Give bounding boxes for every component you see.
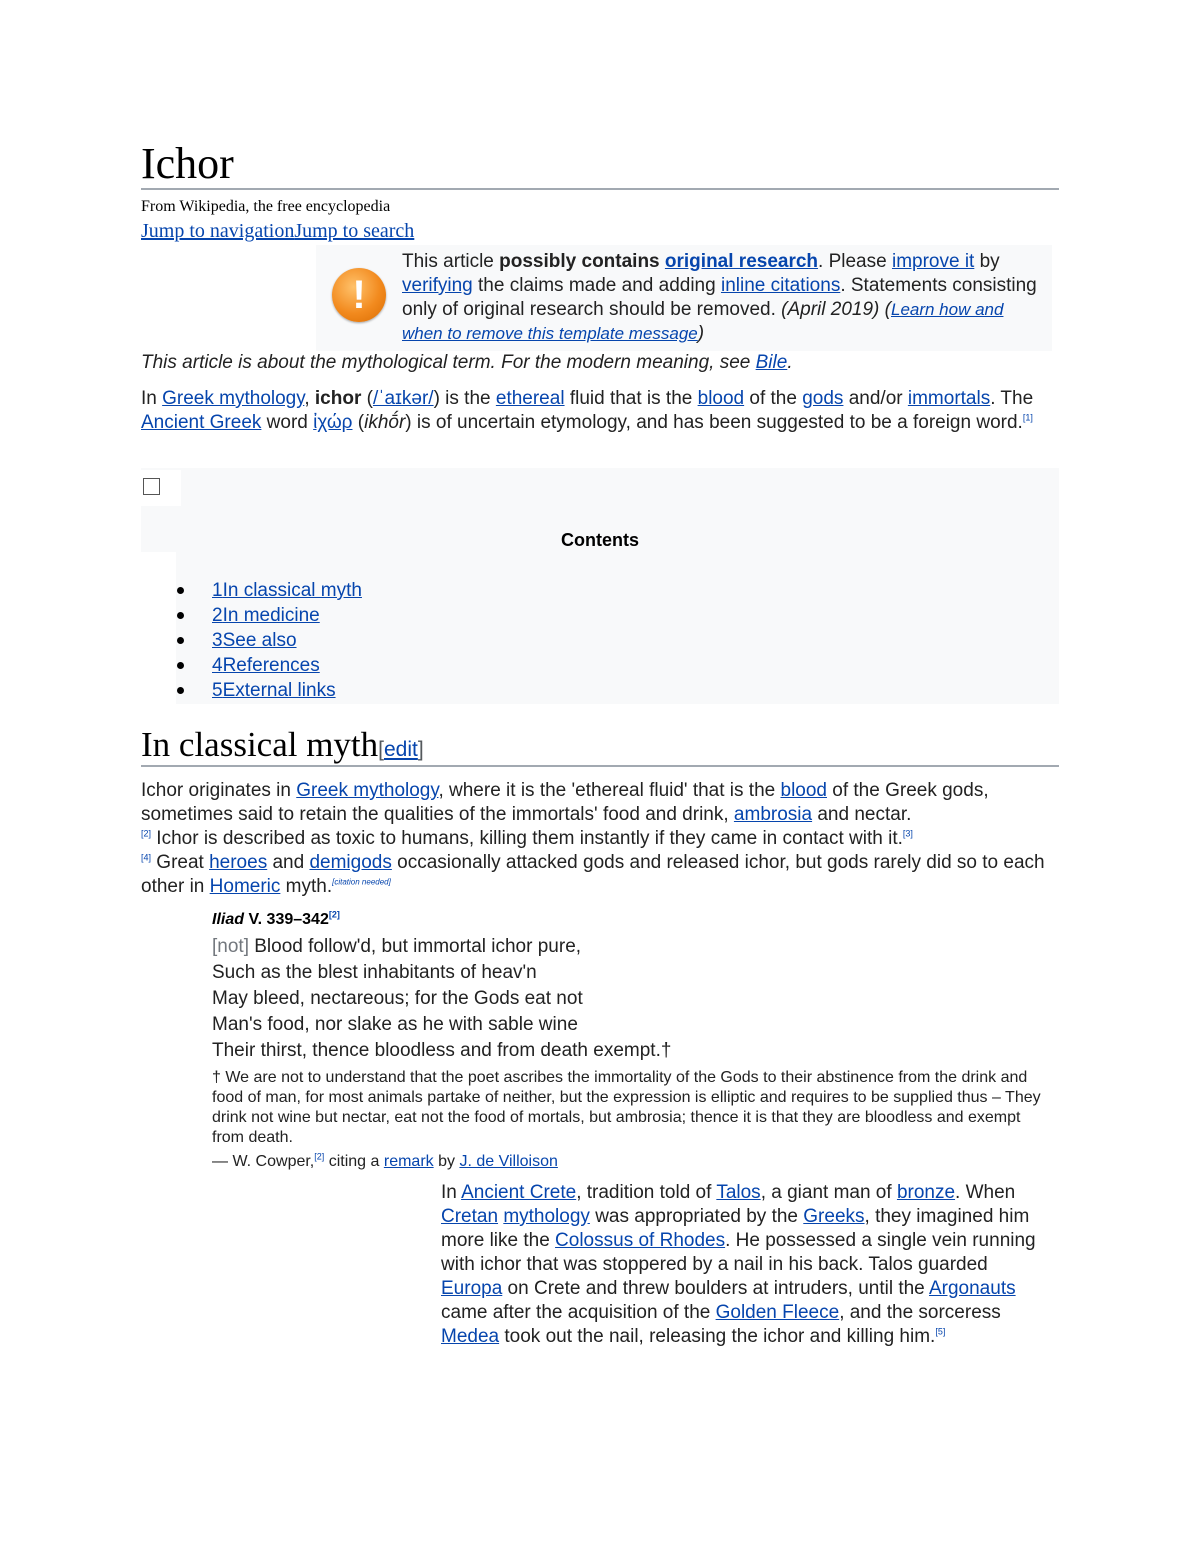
reference-5[interactable]: [5] (935, 1326, 946, 1337)
notice-text-1: This article (402, 251, 500, 272)
notice-date: (April 2019) (781, 299, 880, 320)
quote-line: May bleed, nectareous; for the Gods eat not (212, 988, 583, 1009)
villoison-link[interactable]: J. de Villoison (459, 1153, 558, 1170)
toc-number[interactable]: 5 (212, 680, 223, 701)
quote-lines (212, 934, 1052, 1064)
hatnote (141, 351, 1051, 375)
quote-line (212, 934, 1052, 960)
toc-item[interactable] (212, 578, 362, 603)
para-text: myth. (280, 876, 333, 897)
bile-link[interactable]: Bile (755, 352, 788, 373)
lead-text: ) is of uncertain etymology, and has been suggested to be a foreign word. (405, 412, 1023, 433)
quote-attribution (212, 1150, 1052, 1174)
homeric-link[interactable]: Homeric (209, 876, 281, 897)
lead-text: fluid that is the (564, 388, 698, 409)
toc-number[interactable]: 4 (212, 655, 223, 676)
toc-label[interactable]: In medicine (222, 605, 320, 626)
para-text: , they imagined him more like the (441, 1206, 1030, 1251)
toc-number[interactable]: 3 (212, 630, 223, 651)
section-heading-text: In classical myth (141, 725, 379, 764)
jump-to-navigation-link[interactable]: Jump to navigation (141, 220, 295, 242)
ancient-greek-link[interactable]: Ancient Greek (141, 412, 262, 433)
quote-source-title: Iliad (212, 911, 245, 928)
para-text: was appropriated by the (589, 1206, 804, 1227)
blood-link[interactable]: blood (780, 780, 827, 801)
para-text: took out the nail, releasing the ichor and killing him. (499, 1326, 936, 1347)
toc-title: Contents (561, 530, 639, 550)
lead-text: ( (352, 412, 365, 433)
verifying-link[interactable]: verifying (402, 275, 473, 296)
lead-text: , (304, 388, 315, 409)
toc-list (212, 578, 362, 703)
toc-item[interactable] (212, 678, 362, 703)
lead-bold-term: ichor (314, 388, 362, 409)
toc-item[interactable] (212, 653, 362, 678)
notice-text (402, 250, 1047, 346)
inline-citations-link[interactable]: inline citations (720, 275, 841, 296)
transliteration: ikhṓr (364, 412, 406, 433)
toc-number[interactable]: 1 (212, 580, 223, 601)
toc-margin (141, 552, 176, 704)
para-text: and nectar. (812, 804, 912, 825)
lead-text: word (261, 412, 314, 433)
greek-mythology-link[interactable]: Greek mythology (296, 780, 439, 801)
para-text: came after the acquisition of the (441, 1302, 716, 1323)
original-research-link[interactable]: original research (664, 251, 819, 272)
warning-icon: ! (332, 268, 386, 322)
greek-word-link[interactable]: ἰχώρ (313, 412, 353, 433)
para-text: . He possessed a single vein running with ichor that was stoppered by a nail in his back. Talos guarded (441, 1230, 1036, 1275)
citation-needed[interactable]: [citation needed] (332, 877, 391, 887)
attribution-text: by (433, 1153, 460, 1170)
site-tagline: From Wikipedia, the free encyclopedia (141, 198, 391, 215)
jump-to-search-link[interactable]: Jump to search (294, 220, 415, 242)
quote-source-lines: V. 339–342 (244, 911, 329, 928)
bronze-link[interactable]: bronze (896, 1182, 956, 1203)
quote-line: Man's food, nor slake as he with sable wine (212, 1014, 578, 1035)
toc-item[interactable] (212, 603, 362, 628)
notice-paren-open: ( (879, 299, 891, 320)
greek-mythology-link[interactable]: Greek mythology (162, 388, 305, 409)
para-text: Ichor is described as toxic to humans, killing them instantly if they came in contact with it. (151, 828, 903, 849)
para-text: , where it is the 'ethereal fluid' that is the (438, 780, 781, 801)
attribution-text: — W. Cowper, (212, 1153, 315, 1170)
colossus-of-rhodes-link[interactable]: Colossus of Rhodes (555, 1230, 726, 1251)
gods-link[interactable]: gods (802, 388, 844, 409)
mythology-link[interactable]: mythology (503, 1206, 590, 1227)
lead-text: . The (990, 388, 1034, 409)
quote-source (212, 908, 1052, 932)
para-text: of the Greek gods, sometimes said to retain the qualities of the immortals' food and drink, (141, 780, 989, 825)
talos-paragraph (441, 1181, 1041, 1349)
europa-link[interactable]: Europa (441, 1278, 503, 1299)
talos-link[interactable]: Talos (716, 1182, 761, 1203)
jump-links (141, 220, 414, 243)
medea-link[interactable]: Medea (441, 1326, 500, 1347)
reference-1[interactable]: [1] (1022, 412, 1033, 423)
notice-paren-close: ) (697, 323, 705, 344)
para-text: , a giant man of (760, 1182, 897, 1203)
hatnote-text: This article is about the mythological term. For the modern meaning, see (141, 352, 756, 373)
lead-text: In (141, 388, 163, 409)
para-text: Great (151, 852, 210, 873)
para-text: and (267, 852, 310, 873)
ancient-crete-link[interactable]: Ancient Crete (461, 1182, 577, 1203)
quote-footnote: † We are not to understand that the poet ascribes the immortality of the Gods to their abstinence from the drink and food of man, for most animals partake of neither, but the expression is elliptic and requires to be supplied thus – They drink not wine but nectar, eat not the food of mortals, but ambrosia; thence it is that they are bloodless and exempt from death. (212, 1069, 1041, 1146)
iliad-quote (212, 908, 1052, 1174)
demigods-link[interactable]: demigods (309, 852, 392, 873)
reference-2[interactable]: [2] (141, 828, 152, 839)
quote-line: Such as the blest inhabitants of heav'n (212, 962, 537, 983)
toc-toggle-checkbox[interactable] (143, 478, 160, 495)
immortals-link[interactable]: immortals (907, 388, 991, 409)
lead-text: ) is the (433, 388, 496, 409)
classical-myth-paragraph (141, 779, 1056, 899)
section-heading (141, 725, 1059, 767)
para-text: on Crete and threw boulders at intruders, until the (502, 1278, 929, 1299)
edit-bracket-open: [ (378, 738, 384, 761)
attribution-text: citing a (324, 1153, 384, 1170)
toc-label[interactable]: External links (222, 680, 336, 701)
lead-text: ( (361, 388, 373, 409)
ipa-link[interactable]: /ˈaɪkər/ (372, 388, 434, 409)
edit-bracket-close: ] (417, 738, 424, 761)
toc-number[interactable]: 2 (212, 605, 223, 626)
edit-section (378, 738, 424, 761)
quote-bracket: [not] (212, 936, 249, 957)
reference-3[interactable]: [3] (902, 828, 913, 839)
hatnote-end: . (787, 352, 793, 373)
quote-line: Their thirst, thence bloodless and from death exempt.† (212, 1040, 672, 1061)
reference-2[interactable]: [2] (314, 1151, 325, 1162)
para-text: , tradition told of (576, 1182, 717, 1203)
greeks-link[interactable]: Greeks (803, 1206, 865, 1227)
notice-text-3: by (974, 251, 1000, 272)
para-text: In (441, 1182, 462, 1203)
page-title: Ichor (141, 140, 1059, 190)
edit-link[interactable]: edit (384, 738, 418, 761)
argonauts-link[interactable]: Argonauts (928, 1278, 1016, 1299)
lead-text: of the (744, 388, 803, 409)
para-text: occasionally attacked gods and released ichor, but gods rarely did so to each other in (141, 852, 1045, 897)
para-text: , and the sorceress (839, 1302, 1001, 1323)
ethereal-link[interactable]: ethereal (495, 388, 565, 409)
notice-bold: possibly contains (499, 251, 665, 272)
cretan-link[interactable]: Cretan (441, 1206, 499, 1227)
notice-text-2: . Please (818, 251, 892, 272)
heroes-link[interactable]: heroes (209, 852, 268, 873)
para-text: . When (955, 1182, 1016, 1203)
quote-line-text: Blood follow'd, but immortal ichor pure, (248, 936, 582, 957)
learn-remove-template-link[interactable]: Learn how and when to remove this template message (402, 300, 1004, 343)
golden-fleece-link[interactable]: Golden Fleece (715, 1302, 840, 1323)
lead-text: and/or (843, 388, 908, 409)
remark-link[interactable]: remark (383, 1153, 434, 1170)
toc-item[interactable] (212, 628, 362, 653)
toc-label[interactable]: See also (222, 630, 297, 651)
toc-label[interactable]: References (222, 655, 320, 676)
reference-4[interactable]: [4] (141, 852, 152, 863)
improve-it-link[interactable]: improve it (891, 251, 975, 272)
toc-label[interactable]: In classical myth (222, 580, 362, 601)
blood-link[interactable]: blood (697, 388, 745, 409)
notice-text-5: . Statements consisting only of original research should be removed. (402, 275, 1037, 320)
lead-paragraph (141, 387, 1056, 435)
para-text: Ichor originates in (141, 780, 297, 801)
ambrosia-link[interactable]: ambrosia (733, 804, 813, 825)
reference-2[interactable]: [2] (328, 909, 340, 920)
notice-text-4: the claims made and adding (472, 275, 721, 296)
